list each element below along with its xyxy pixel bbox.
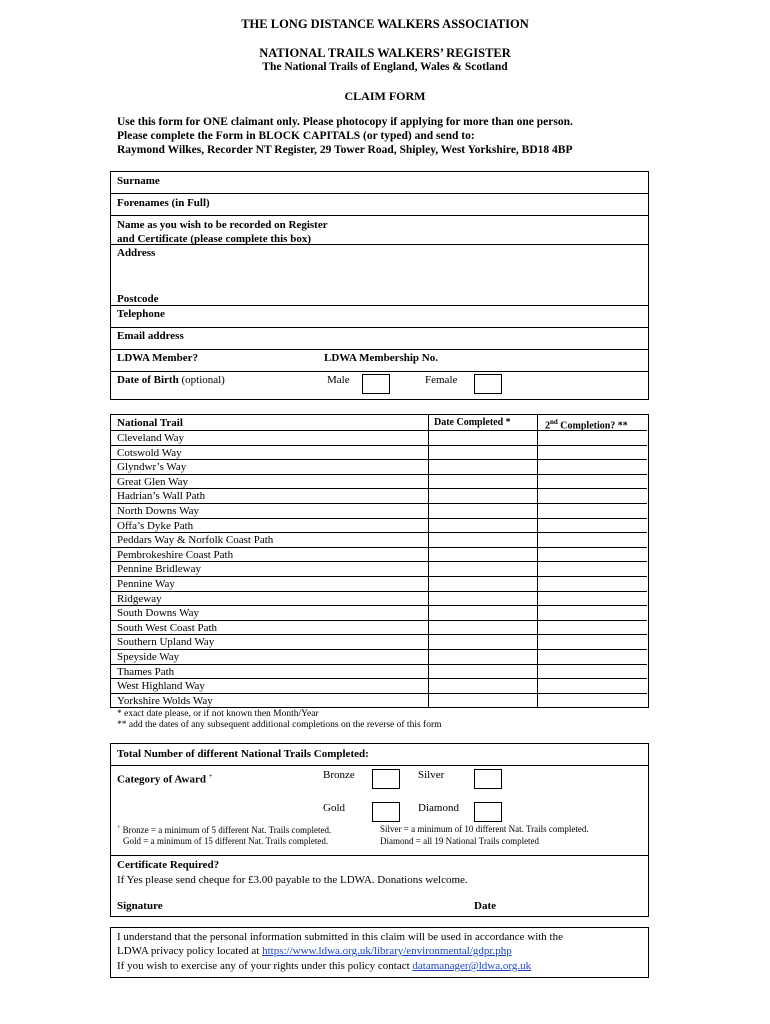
- trail-name: South Downs Way: [117, 607, 200, 620]
- data-manager-email-link[interactable]: datamanager@ldwa.org.uk: [412, 960, 532, 972]
- trail-row: [111, 576, 647, 591]
- telephone-field[interactable]: Telephone: [117, 308, 165, 320]
- trail-name: Southern Upland Way: [117, 636, 215, 649]
- female-label: Female: [425, 374, 458, 386]
- trail-row: [111, 518, 647, 533]
- trail-row: [111, 649, 647, 664]
- privacy-line-3: [117, 959, 531, 973]
- date-completed-cell[interactable]: [429, 650, 537, 664]
- trail-name: Cotswold Way: [117, 446, 182, 459]
- second-completion-header-sup: nd: [550, 418, 558, 426]
- trail-name: Offa’s Dyke Path: [117, 519, 194, 532]
- second-completion-cell[interactable]: [538, 679, 647, 693]
- intro-line-2: Please complete the Form in BLOCK CAPITALS (or typed) and send to:: [117, 130, 475, 142]
- date-completed-cell[interactable]: [429, 489, 537, 503]
- date-completed-cell[interactable]: [429, 592, 537, 606]
- second-completion-cell[interactable]: [538, 650, 647, 664]
- date-completed-cell[interactable]: [429, 621, 537, 635]
- second-completion-header-2: 2: [545, 420, 550, 432]
- category-award-text: Category of Award: [117, 773, 206, 786]
- date-completed-cell[interactable]: [429, 431, 537, 445]
- gold-checkbox[interactable]: [372, 802, 400, 822]
- trail-row: [111, 634, 647, 649]
- second-completion-cell[interactable]: [538, 446, 647, 460]
- gold-label: Gold: [323, 802, 345, 814]
- award-rule-diamond: Diamond = all 19 National Trails completed: [380, 836, 540, 846]
- trail-row: [111, 693, 647, 708]
- trail-row: [111, 488, 647, 503]
- date-completed-cell[interactable]: [429, 533, 537, 547]
- trail-column-header: National Trail: [117, 417, 183, 429]
- second-completion-cell[interactable]: [538, 519, 647, 533]
- trail-row: [111, 430, 647, 445]
- certificate-required-field[interactable]: Certificate Required?: [117, 859, 220, 871]
- trail-name: Hadrian’s Wall Path: [117, 490, 206, 503]
- second-completion-cell[interactable]: [538, 475, 647, 489]
- trail-row: [111, 561, 647, 576]
- second-completion-cell[interactable]: [538, 577, 647, 591]
- dob-label: Date of Birth: [117, 374, 179, 386]
- register-subtitle: The National Trails of England, Wales & Scotland: [262, 61, 508, 73]
- trail-name: Thames Path: [117, 665, 175, 678]
- trail-name: Pennine Way: [117, 578, 175, 590]
- date-completed-cell[interactable]: [429, 446, 537, 460]
- trail-name: Ridgeway: [117, 592, 162, 605]
- total-trails-field[interactable]: Total Number of different National Trails Completed:: [117, 748, 369, 760]
- category-award-sup: +: [208, 772, 213, 780]
- date-completed-cell[interactable]: [429, 577, 537, 591]
- intro-line-1: Use this form for ONE claimant only. Please photocopy if applying for more than one person.: [117, 116, 573, 128]
- trail-name: Great Glen Way: [117, 475, 188, 488]
- trail-name: Speyside Way: [117, 651, 180, 663]
- trail-row: [111, 591, 647, 606]
- form-title: CLAIM FORM: [344, 89, 426, 103]
- second-completion-cell[interactable]: [538, 504, 647, 518]
- trail-row: [111, 474, 647, 489]
- trail-row: [111, 459, 647, 474]
- trail-name: West Highland Way: [117, 680, 205, 693]
- date-completed-cell[interactable]: [429, 679, 537, 693]
- trail-name: Pennine Bridleway: [117, 563, 202, 576]
- trail-row: [111, 547, 647, 562]
- date-completed-cell[interactable]: [429, 694, 537, 708]
- register-name-field[interactable]: [117, 218, 328, 246]
- second-completion-cell[interactable]: [538, 694, 647, 708]
- ldwa-member-field[interactable]: LDWA Member?: [117, 352, 198, 364]
- date-completed-cell[interactable]: [429, 475, 537, 489]
- trail-name: Cleveland Way: [117, 432, 185, 444]
- trail-row: [111, 605, 647, 620]
- trail-name: Yorkshire Wolds Way: [117, 694, 213, 707]
- second-completion-cell[interactable]: [538, 621, 647, 635]
- register-name-label-1: Name as you wish to be recorded on Register: [117, 219, 328, 231]
- trail-row: [111, 664, 647, 679]
- second-completion-cell[interactable]: [538, 431, 647, 445]
- forenames-field[interactable]: Forenames (in Full): [117, 197, 210, 209]
- privacy-policy-link[interactable]: https://www.ldwa.org.uk/library/environmental/gdpr.php: [262, 945, 512, 957]
- date-completed-cell[interactable]: [429, 562, 537, 576]
- dob-field[interactable]: [117, 373, 225, 387]
- dob-optional-label: (optional): [181, 374, 225, 386]
- date-completed-cell[interactable]: [429, 504, 537, 518]
- trail-row: [111, 503, 647, 518]
- silver-label: Silver: [418, 769, 445, 781]
- award-rule-silver: Silver = a minimum of 10 different Nat. Trails completed.: [380, 824, 589, 834]
- trails-note-2: ** add the dates of any subsequent additional completions on the reverse of this form: [117, 720, 442, 730]
- male-checkbox[interactable]: [362, 374, 390, 394]
- postcode-field[interactable]: Postcode: [117, 293, 159, 305]
- trails-note-1: * exact date please, or if not known then Month/Year: [117, 709, 319, 719]
- trail-name: Pembrokeshire Coast Path: [117, 548, 234, 561]
- second-completion-cell[interactable]: [538, 592, 647, 606]
- membership-no-field[interactable]: LDWA Membership No.: [324, 352, 438, 364]
- trail-row: [111, 445, 647, 460]
- second-completion-cell[interactable]: [538, 665, 647, 679]
- date-completed-cell[interactable]: [429, 635, 537, 649]
- silver-checkbox[interactable]: [474, 769, 502, 789]
- second-completion-cell[interactable]: [538, 562, 647, 576]
- diamond-label: Diamond: [418, 802, 459, 814]
- female-checkbox[interactable]: [474, 374, 502, 394]
- trail-name: Glyndwr’s Way: [117, 461, 187, 474]
- date-field[interactable]: Date: [474, 900, 496, 912]
- date-completed-cell[interactable]: [429, 606, 537, 620]
- privacy-line-2-text: LDWA privacy policy located at: [117, 945, 263, 957]
- privacy-line-2: [117, 944, 512, 958]
- date-completed-cell[interactable]: [429, 460, 537, 474]
- register-name-label-2: and Certificate (please complete this box): [117, 233, 311, 245]
- diamond-checkbox[interactable]: [474, 802, 502, 822]
- signature-field[interactable]: Signature: [117, 900, 163, 912]
- second-completion-cell[interactable]: [538, 460, 647, 474]
- second-completion-cell[interactable]: [538, 489, 647, 503]
- trail-row: [111, 678, 647, 693]
- date-completed-cell[interactable]: [429, 665, 537, 679]
- privacy-line-3-text: If you wish to exercise any of your rights under this policy contact: [117, 960, 413, 972]
- male-label: Male: [327, 374, 350, 386]
- award-rule-gold: Gold = a minimum of 15 different Nat. Trails completed.: [123, 836, 329, 846]
- trail-row: [111, 532, 647, 547]
- register-title: NATIONAL TRAILS WALKERS’ REGISTER: [259, 46, 511, 60]
- category-award-label: [117, 769, 213, 787]
- privacy-line-1: I understand that the personal information submitted in this claim will be used in accordance with the: [117, 931, 563, 943]
- second-completion-cell[interactable]: [538, 533, 647, 547]
- bronze-label: Bronze: [323, 769, 355, 781]
- second-completion-cell[interactable]: [538, 606, 647, 620]
- award-rule-bronze: [117, 823, 331, 836]
- email-field[interactable]: Email address: [117, 330, 184, 342]
- second-completion-cell[interactable]: [538, 635, 647, 649]
- trail-name: Peddars Way & Norfolk Coast Path: [117, 534, 274, 547]
- date-completed-cell[interactable]: [429, 548, 537, 562]
- bronze-checkbox[interactable]: [372, 769, 400, 789]
- intro-instructions: [117, 115, 573, 157]
- trail-name: North Downs Way: [117, 505, 200, 517]
- award-rule-sup: +: [117, 825, 121, 831]
- second-completion-cell[interactable]: [538, 548, 647, 562]
- surname-field[interactable]: Surname: [117, 175, 160, 187]
- award-rule-bronze-text: Bronze = a minimum of 5 different Nat. Trails completed.: [122, 825, 332, 835]
- trail-row: [111, 620, 647, 635]
- second-completion-header-rest: Completion? **: [557, 420, 628, 432]
- date-completed-cell[interactable]: [429, 519, 537, 533]
- trail-name: South West Coast Path: [117, 621, 218, 634]
- date-completed-header: Date Completed *: [434, 417, 511, 428]
- association-title: THE LONG DISTANCE WALKERS ASSOCIATION: [241, 17, 529, 31]
- certificate-instructions: If Yes please send cheque for £3.00 payable to the LDWA. Donations welcome.: [117, 874, 468, 886]
- intro-line-3: Raymond Wilkes, Recorder NT Register, 29 Tower Road, Shipley, West Yorkshire, BD18 4BP: [117, 144, 573, 156]
- address-field[interactable]: Address: [117, 247, 156, 259]
